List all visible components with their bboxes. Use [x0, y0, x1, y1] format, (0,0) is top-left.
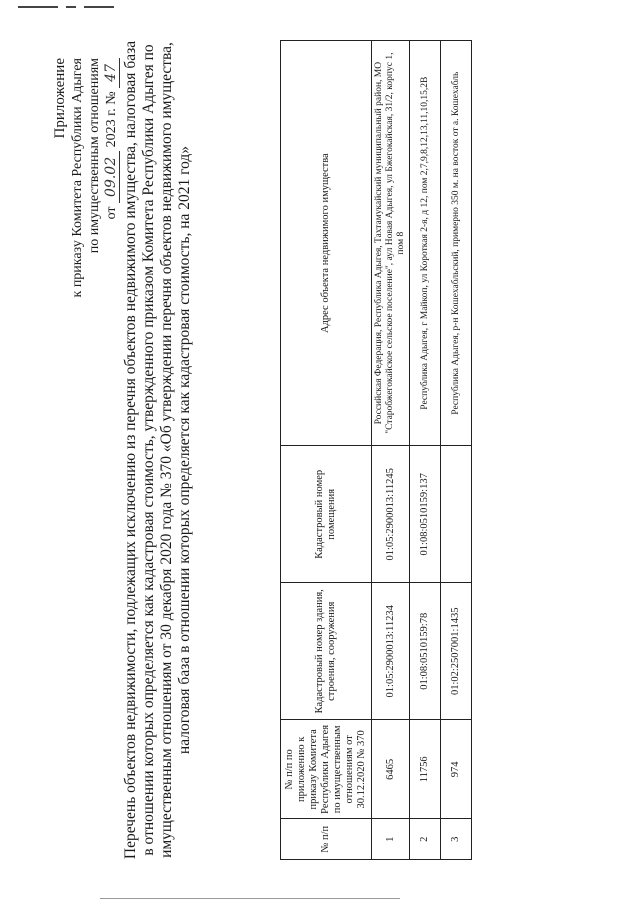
cell-room-cadastral [441, 446, 472, 583]
table-row [441, 41, 472, 860]
table-header-row [281, 41, 372, 860]
date-prefix: от [104, 206, 119, 220]
cell-address: Российская Федерация, Республика Адыгея, Тахтамукайский муниципальный район, МО "Старобжегокайское сельское поселение", аул Новая Адыгея, ул Бжегокайская, 31/2, корпус 1, пом 8 [372, 41, 410, 446]
appendix-date-line [103, 58, 120, 297]
scan-edge-marks [18, 6, 114, 8]
cell-previous-number: 11756 [410, 720, 441, 819]
date-year: 2023 г. № [104, 91, 119, 148]
cell-previous-number: 6465 [372, 720, 410, 819]
document-heading: Перечень объектов недвижимости, подлежащих исключению из перечня объектов недвижимого имущества, налоговая база в отношении которых определяется как кадастровая стоимость, утвержденного приказом Комитета Республики Адыгея по имущественным отношениям от 30 декабря 2020 года № 370 «Об утверждении перечня объектов недвижимого имущества, налоговая база в отношении которых определяется как кадастровая стоимость, на 2021 год» [122, 40, 193, 860]
appendix-order-line: к приказу Комитета Республики Адыгея [70, 58, 85, 298]
cell-room-cadastral: 01:05:2900013:11245 [372, 446, 410, 583]
cell-room-cadastral: 01:08:0510159:137 [410, 446, 441, 583]
appendix-committee-line: по имущественным отношениям [87, 58, 102, 254]
header-building-cadastral: Кадастровый номер здания, строения, сооружения [281, 583, 372, 720]
table-row [410, 41, 441, 860]
cell-previous-number: 974 [441, 720, 472, 819]
appendix-title: Приложение [52, 58, 68, 139]
handwritten-number: 47 [103, 58, 120, 88]
cell-building-cadastral: 01:02:2507001:1435 [441, 583, 472, 720]
cell-number: 2 [410, 819, 441, 860]
table-row [372, 41, 410, 860]
scan-bottom-line [100, 898, 400, 899]
header-number: № п/п [281, 819, 372, 860]
cell-building-cadastral: 01:08:0510159:78 [410, 583, 441, 720]
objects-table [280, 40, 472, 860]
appendix-block [52, 58, 120, 297]
cell-address: Республика Адыгея, г Майкоп, ул Короткая 2-я, д 12, пом 2,7,9,8,12,13,11,10,15,2В [410, 41, 441, 446]
cell-building-cadastral: 01:05:2900013:11234 [372, 583, 410, 720]
header-address: Адрес объекта недвижимого имущества [281, 41, 372, 446]
cell-number: 3 [441, 819, 472, 860]
cell-number: 1 [372, 819, 410, 860]
header-room-cadastral: Кадастровый номер помещения [281, 446, 372, 583]
document-page [40, 30, 600, 870]
handwritten-date: 09.02 [103, 151, 120, 203]
cell-address: Республика Адыгея, р-н Кошехабльский, примерно 350 м. на восток от а. Кошехабль [441, 41, 472, 446]
header-previous-number: № п/п по приложению к приказу Комитета Республики Адыгея по имущественным отношениям от 30.12.2020 № 370 [281, 720, 372, 819]
